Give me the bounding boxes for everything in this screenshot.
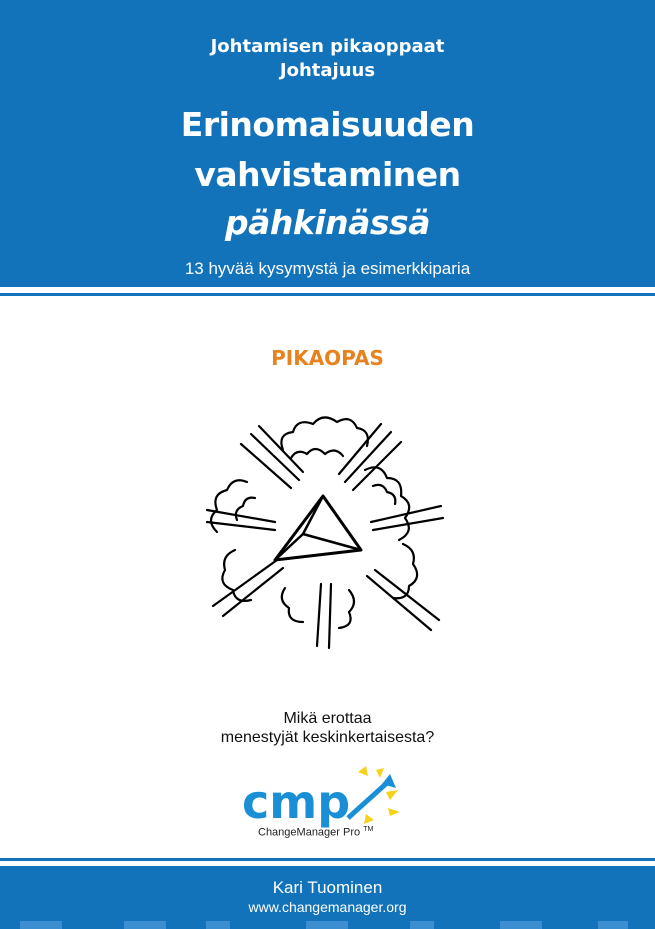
pyramid-illustration xyxy=(195,410,455,660)
logo-caption: ChangeManager Pro ™ xyxy=(258,826,374,839)
decor-tile xyxy=(306,921,348,929)
decor-tile xyxy=(410,921,434,929)
series-title: Johtamisen pikaoppaat xyxy=(210,36,445,57)
decor-tile xyxy=(124,921,166,929)
website-link[interactable]: www.changemanager.org xyxy=(248,899,407,915)
decor-tile xyxy=(206,921,230,929)
series-subtitle: Johtajuus xyxy=(279,60,376,81)
bottom-divider xyxy=(0,858,655,861)
question-line-1: Mikä erottaa xyxy=(283,710,372,727)
decor-tile xyxy=(20,921,62,929)
question-line-2: menestyjät keskinkertaisesta? xyxy=(220,729,435,746)
trademark-mark: TM xyxy=(363,826,374,833)
cmp-wordmark: cmp xyxy=(242,775,351,829)
title-line-2: vahvistaminen xyxy=(194,155,461,194)
title-line-3: pähkinässä xyxy=(225,203,430,242)
header-band xyxy=(0,0,655,287)
decor-tile xyxy=(598,921,628,929)
guide-label: PIKAOPAS xyxy=(271,346,384,370)
top-divider xyxy=(0,293,655,296)
subtitle: 13 hyvää kysymystä ja esimerkkiparia xyxy=(184,259,471,278)
decor-tile xyxy=(500,921,542,929)
author-name: Kari Tuominen xyxy=(272,878,383,897)
title-line-1: Erinomaisuuden xyxy=(180,105,475,144)
footer-band xyxy=(0,866,655,929)
